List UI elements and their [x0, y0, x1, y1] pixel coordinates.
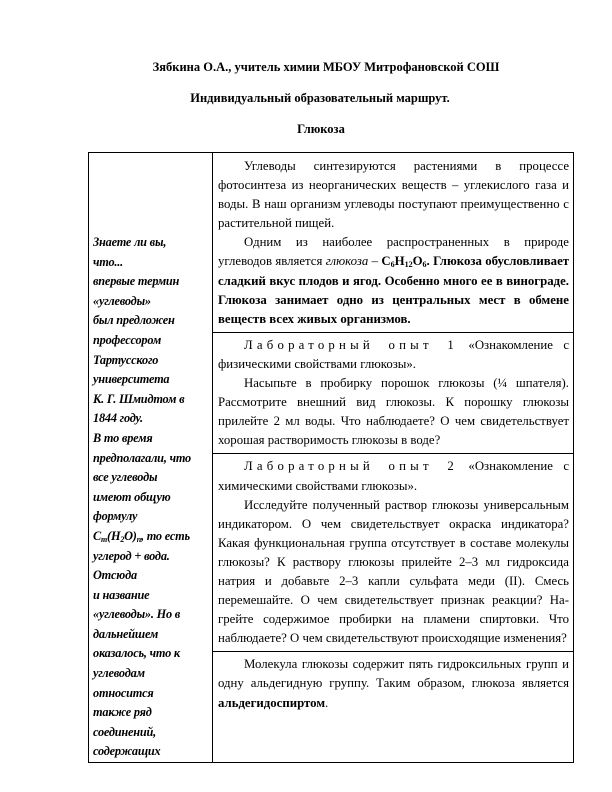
lab2-instructions: Исследуйте полученный раствор глюкозы универсальным индикатором. О чем свидетельствует окраска индикатора? Какая функциональная группа отсутствует в составе молекулы глюкозы? К раствору глюкозы прилейте 2–3 мл гидроксида натрия и добавьте 2–3 капли сульфата меди (II). Смесь перемешайте. О чем свидетельствует признак реакции? На-грейте содержимое пробирки на пламени спиртовки. Что наблюдаете? О чем свидетельствуют происходящие изменения? [218, 497, 569, 646]
main-text-cell [213, 153, 574, 763]
lab1-instructions: Насыпьте в пробирку порошок глюкозы (¼ шпателя). Рассмотрите внешний вид глюкозы. К порошку глюкозы прилейте 2 мл воды. Что наблюдаете? О чем свидетельствует хорошая растворимость глюкозы в воде? [218, 376, 569, 448]
did-you-know-line: и название [93, 587, 150, 602]
did-you-know-line: дальнейшем [93, 626, 159, 641]
did-you-know-line: профессором [93, 332, 162, 347]
divider [213, 651, 573, 652]
did-you-know-line: был предложен [93, 313, 175, 328]
paragraph-intro: Углеводы синтезируются растениями в процессе фотосинтеза из неорганических веществ – углекислого газа и воды. В наш организм углеводы поступают преимущественно с растительной пищей. [218, 159, 569, 231]
did-you-know-line: университета [93, 372, 170, 387]
did-you-know-text [93, 233, 209, 762]
did-you-know-line: «углеводы» [93, 293, 151, 308]
did-you-know-line: В то время [93, 430, 153, 445]
divider [213, 332, 573, 333]
aldehyde-alcohol-term: альдегидоспиртом [218, 695, 326, 710]
did-you-know-cell [89, 153, 213, 763]
did-you-know-line: $C_m(H_2O)_n$, то есть [93, 528, 190, 544]
content-table [88, 152, 574, 763]
did-you-know-line: 1844 году. [93, 411, 143, 426]
did-you-know-line: оказалось, что к [93, 646, 180, 661]
lab2-heading: Лабораторный опыт 2 «Ознакомление с химическими свойствами глюкозы». [218, 459, 569, 493]
glucose-term: глюкоза [325, 254, 369, 269]
did-you-know-line: имеют общую [93, 489, 171, 504]
did-you-know-line: относится [93, 685, 154, 700]
did-you-know-line: К. Г. Шмидтом в [93, 391, 185, 406]
did-you-know-line: все углеводы [93, 470, 158, 485]
did-you-know-line: «углеводы». Но в [93, 607, 181, 622]
did-you-know-line: что... [93, 254, 124, 269]
did-you-know-line: содержащих [93, 744, 161, 759]
author-line: Зябкина О.А., учитель химии МБОУ Митрофановской СОШ [152, 60, 500, 74]
did-you-know-line: Отсюда [93, 568, 137, 583]
did-you-know-line: формулу [93, 509, 138, 524]
document-subtitle: Индивидуальный образовательный маршрут. [190, 91, 450, 105]
did-you-know-line: углеводам [93, 666, 145, 681]
did-you-know-line: предполагали, что [93, 450, 191, 465]
lab1-heading: Лабораторный опыт 1 «Ознакомление с физическими свойствами глюкозы». [218, 337, 569, 371]
paragraph-conclusion: Молекула глюкозы содержит пять гидроксильных групп и одну альдегидную группу. Таким образом, глюкоза является альдегидоспиртом. [218, 657, 569, 710]
divider [213, 453, 573, 454]
glucose-formula: $C_6H_{12}O_6$. [381, 254, 430, 270]
did-you-know-line: впервые термин [93, 274, 180, 289]
did-you-know-line: также ряд [93, 705, 152, 720]
did-you-know-line: Знаете ли вы, [93, 235, 167, 249]
did-you-know-line: Тартусского [93, 352, 159, 367]
paragraph-glucose: Одним из наиболее распространенных в природе углеводов является глюкоза – $C_6H_{12}O_6$. Глюкоза обусловливает сладкий вкус плодов и ягод. Особенно много ее в винограде. Глюкоза занимает одно из центральных мест в обмене веществ всех живых организмов. [218, 235, 570, 326]
topic-title: Глюкоза [297, 122, 345, 136]
did-you-know-line: углерод + вода. [93, 548, 170, 563]
did-you-know-line: соединений, [93, 724, 157, 739]
